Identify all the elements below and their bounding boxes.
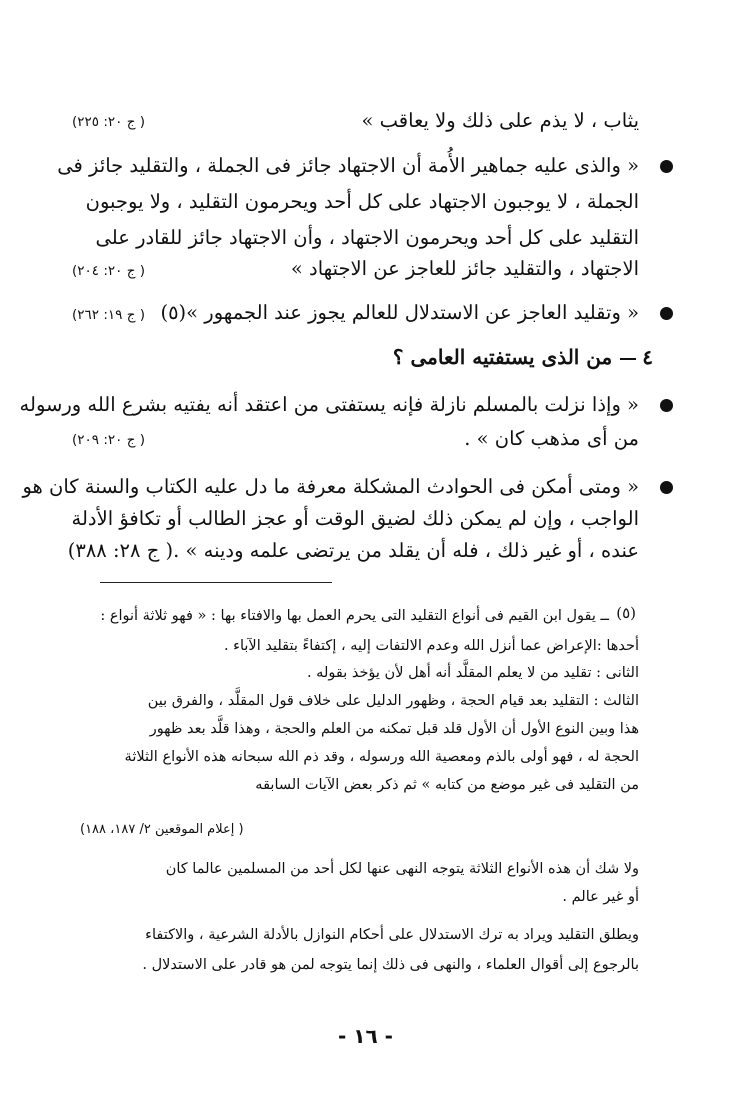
section-number: ٤ xyxy=(642,345,653,369)
footnote-line: الثانى : تقليد من لا يعلم المقلَّد أنه أهل لأن يؤخذ بقوله . xyxy=(306,665,639,681)
bullet-icon xyxy=(660,307,673,320)
bullet-icon xyxy=(660,399,673,412)
paragraph-line: التقليد على كل أحد ويحرمون الاجتهاد ، وأن الاجتهاد جائز للقادر على xyxy=(95,226,639,249)
footnote-line: بالرجوع إلى أقوال العلماء ، والنهى فى ذلك إنما يتوجه لمن هو قادر على الاستدلال . xyxy=(142,957,639,973)
paragraph-line: يثاب ، لا يذم على ذلك ولا يعاقب » xyxy=(361,109,639,132)
section-heading xyxy=(393,342,653,372)
paragraph-line: الواجب ، وإن لم يمكن ذلك لضيق الوقت أو عجز الطالب أو تكافؤ الأدلة xyxy=(71,507,639,530)
footnote-line: أحدها :الإعراض عما أنزل الله وعدم الالتفات إليه ، إكتفاءً بتقليد الآباء . xyxy=(223,638,639,654)
citation: ( ج ٢٠: ٢٢٥) xyxy=(72,114,145,130)
bullet-icon xyxy=(660,160,673,173)
paragraph-line: عنده ، أو غير ذلك ، فله أن يقلد من يرتضى علمه ودينه » .( ج ٢٨: ٣٨٨) xyxy=(67,539,639,562)
footnote-line: الثالث : التقليد بعد قيام الحجة ، وظهور الدليل على خلاف قول المقلَّد ، والفرق بين xyxy=(147,693,639,709)
paragraph-line: من أى مذهب كان » . xyxy=(464,427,639,450)
bullet-icon xyxy=(660,481,673,494)
footnote-line: هذا وبين النوع الأول أن الأول قلد قبل تمكنه من العلم والحجة ، وهذا قلَّد بعد ظهور xyxy=(149,721,639,737)
footnote-line: الحجة له ، فهو أولى بالذم ومعصية الله ورسوله ، وقد ذم الله سبحانه هذه الأنواع الثلاثة xyxy=(124,749,639,765)
paragraph-line: « وتقليد العاجز عن الاستدلال للعالم يجوز عند الجمهور »(٥) xyxy=(160,301,639,324)
footnote-line: ويطلق التقليد ويراد به ترك الاستدلال على أحكام النوازل بالأدلة الشرعية ، والاكتفاء xyxy=(145,927,639,943)
footnote-line: من التقليد فى غير موضع من كتابه » ثم ذكر بعض الآيات السابقه xyxy=(255,777,639,793)
paragraph-line: « والذى عليه جماهير الأُمة أن الاجتهاد جائز فى الجملة ، والتقليد جائز فى xyxy=(57,154,639,177)
paragraph-line: « وإذا نزلت بالمسلم نازلة فإنه يستفتى من اعتقد أنه يفتيه بشرع الله ورسوله xyxy=(19,393,639,416)
paragraph-line: الاجتهاد ، والتقليد جائز للعاجز عن الاجتهاد » xyxy=(290,257,639,280)
footnote-line: ــ يقول ابن القيم فى أنواع التقليد التى يحرم العمل بها والافتاء بها : « فهو ثلاثة أنواع : xyxy=(100,608,609,624)
page-number: - ١٦ - xyxy=(338,1024,393,1048)
paragraph-line: « ومتى أمكن فى الحوادث المشكلة معرفة ما دل عليه الكتاب والسنة كان هو xyxy=(22,475,639,498)
footnote-citation: ( إعلام الموقعين ٢/ ١٨٧، ١٨٨) xyxy=(80,822,244,837)
footnote-label: (٥) xyxy=(616,604,636,622)
section-title: من الذى يستفتيه العامى ؟ xyxy=(392,345,613,369)
paragraph-line: الجملة ، لا يوجبون الاجتهاد على كل أحد ويحرمون التقليد ، ولا يوجبون xyxy=(85,190,639,213)
citation: ( ج ٢٠: ٢٠٤) xyxy=(72,263,145,279)
heading-dash xyxy=(620,358,636,360)
citation: ( ج ٢٠: ٢٠٩) xyxy=(72,432,145,448)
footnote-line: أو غير عالم . xyxy=(562,889,639,905)
citation: ( ج ١٩: ٢٦٢) xyxy=(72,307,145,323)
footnote-separator xyxy=(100,582,332,583)
footnote-line: ولا شك أن هذه الأنواع الثلاثة يتوجه النهى عنها لكل أحد من المسلمين عالما كان xyxy=(165,861,639,877)
